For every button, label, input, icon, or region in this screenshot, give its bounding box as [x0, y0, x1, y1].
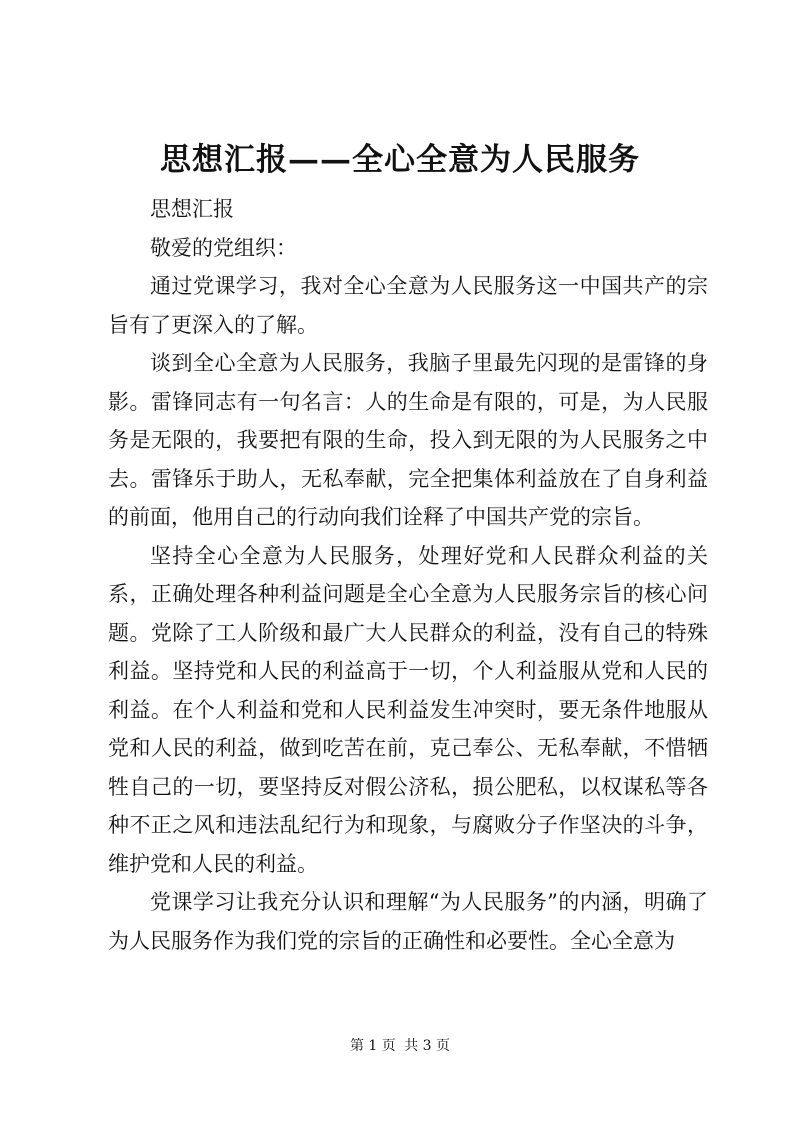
paragraph-body: 坚持全心全意为人民服务，处理好党和人民群众利益的关系，正确处理各种利益问题是全心全意为人民服务宗旨的核心问题。党除了工人阶级和最广大人民群众的利益，没有自己的特殊利益。坚持党和人民的利益高于一切，个人利益服从党和人民的利益。在个人利益和党和人民利益发生冲突时，要无条件地服从党和人民的利益，做到吃苦在前，克己奉公、无私奉献，不惜牺牲自己的一切，要坚持反对假公济私，损公肥私，以权谋私等各种不正之风和违法乱纪行为和现象，与腐败分子作坚决的斗争，维护党和人民的利益。	[108, 543, 708, 876]
page-number: 第 1 页	[349, 1038, 396, 1054]
paragraph-body: 通过党课学习，我对全心全意为人民服务这一中国共产的宗旨有了更深入的了解。	[108, 274, 708, 337]
paragraph-body: 谈到全心全意为人民服务，我脑子里最先闪现的是雷锋的身影。雷锋同志有一句名言：人的生命是有限的，可是，为人民服务是无限的，我要把有限的生命，投入到无限的为人民服务之中去。雷锋乐于助人，无私奉献，完全把集体利益放在了自身利益的前面，他用自己的行动向我们诠释了中国共产党的宗旨。	[108, 351, 708, 529]
document-title: 思想汇报——全心全意为人民服务	[160, 142, 640, 178]
page-total: 共 3 页	[404, 1038, 451, 1054]
paragraph-heading: 思想汇报	[150, 197, 234, 221]
paragraph-salutation: 敬爱的党组织：	[150, 235, 297, 260]
document-body	[108, 190, 708, 960]
page-footer	[0, 1036, 800, 1056]
paragraph-body: 党课学习让我充分认识和理解“为人民服务”的内涵，明确了为人民服务作为我们党的宗旨的正确性和必要性。全心全意为	[108, 890, 708, 953]
